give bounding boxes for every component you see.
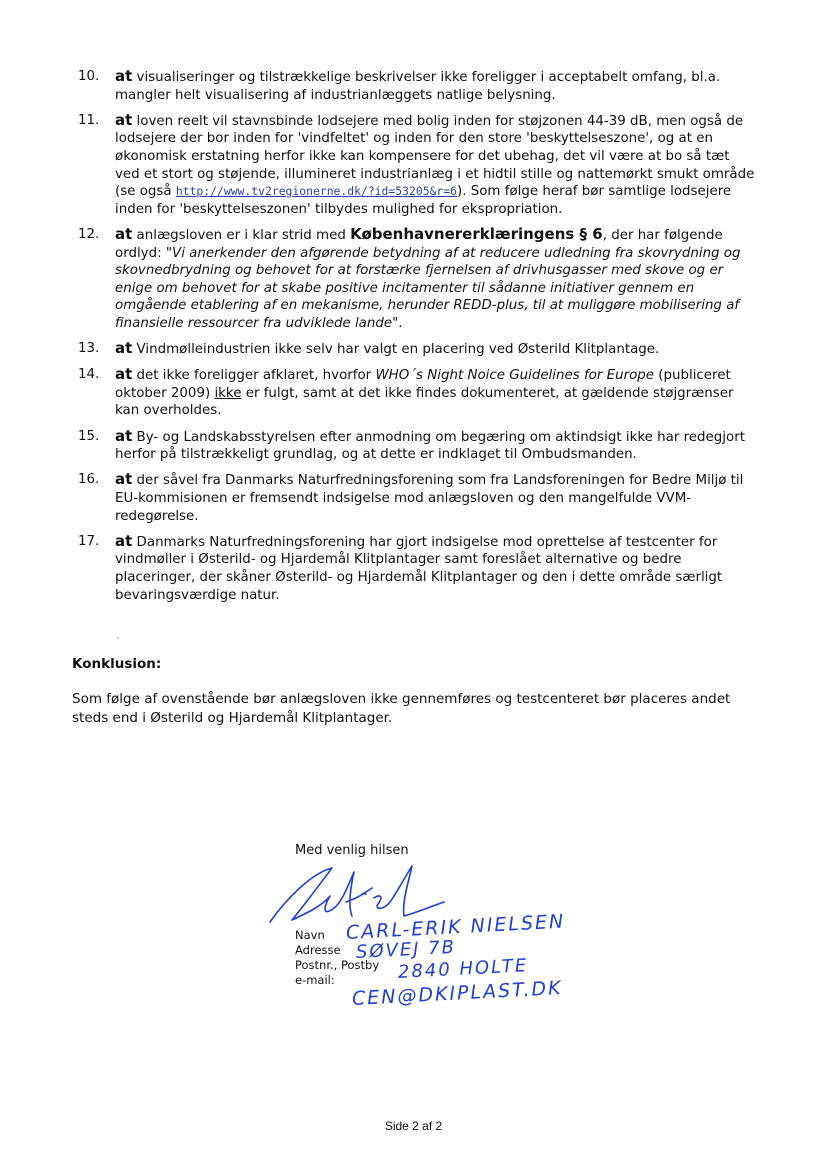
underlined-word: ikke	[214, 385, 242, 401]
item-text-end: er fulgt, samt at det ikke findes dokumenteret, at gældende støjgrænser kan overholdes.	[115, 385, 734, 419]
list-item	[78, 340, 758, 359]
list-item	[78, 533, 758, 604]
email-label: e-mail:	[295, 973, 335, 987]
list-item	[78, 471, 758, 525]
item-text-end: .	[398, 315, 403, 331]
declaration-quote: "Vi anerkender den afgørende betydning af at reducere udledning fra skovrydning og skovnedbrydning og behovet for at forstærke fjernelsen af drivhusgasser med skove og er enige om behovet for at skabe positive incitamenter til sådanne initiativer gennem en omgående etablering af en mekanisme, herunder REDD-plus, til at muliggøre mobilisering af finansielle ressourcer fra udviklede lande"	[115, 245, 741, 331]
item-keyword: at	[115, 470, 133, 489]
item-keyword: at	[115, 224, 133, 243]
item-text: anlægsloven er i klar strid med	[132, 227, 351, 243]
item-keyword: at	[115, 426, 133, 445]
item-keyword: at	[115, 365, 133, 384]
item-number: 10.	[78, 69, 100, 84]
list-item	[78, 366, 758, 420]
item-text: visualiseringer og tilstrækkelige beskrivelser ikke foreligger i acceptabelt omfang, bl.a. mangler helt visualisering af industrianlæggets natlige belysning.	[115, 70, 721, 103]
item-number: 15.	[78, 428, 100, 444]
item-text-cont: (publiceret oktober 2009)	[115, 368, 731, 401]
item-text: By- og Landskabsstyrelsen efter anmodning om begæring om aktindsigt ikke har redegjort herfor på tilstrækkeligt grundlag, og at dette er indklaget til Ombudsmanden.	[115, 429, 745, 463]
list-item	[78, 68, 758, 104]
item-keyword: at	[115, 67, 133, 85]
list-item	[78, 226, 758, 333]
handwritten-address: SØVEJ 7B	[355, 936, 457, 963]
closing-greeting: Med venlig hilsen	[295, 843, 409, 858]
list-item	[78, 112, 758, 219]
address-label: Adresse	[295, 943, 341, 957]
name-label: Navn	[295, 928, 325, 942]
item-text: Danmarks Naturfredningsforening har gjort indsigelse mod oprettelse af testcenter for vindmøller i Østerild- og Hjardemål Klitplantager samt foreslået alternative og bedre placeringer, der skåner Østerild- og Hjardemål Klitplantager og den i dette område særligt bevaringsværdige natur.	[115, 534, 723, 603]
list-item	[78, 428, 758, 464]
item-text: det ikke foreligger afklaret, hvorfor	[132, 368, 376, 384]
item-text-cont: , der har følgende ordlyd:	[115, 227, 723, 261]
item-number: 11.	[78, 112, 100, 128]
postal-label: Postnr., Postby	[295, 958, 380, 972]
declaration-name: Københavnererklæringens § 6	[350, 224, 603, 243]
item-keyword: at	[115, 110, 133, 129]
item-text: loven reelt vil stavnsbinde lodsejere med bolig inden for støjzonen 44-39 dB, men også de lodsejere der bor inden for 'vindfeltet' og inden for den store 'beskyttelseszone', og at en økonomisk erstatning herfor ikke kan kompensere for det ubehag, det vil være at bo så tæt ved et stort og støjende, illumineret industrianlæg i et hidtil stille og nattemørkt smukt område (se også	[115, 113, 755, 200]
handwritten-postal: 2840 HOLTE	[397, 955, 529, 983]
tv2-link[interactable]: http://www.tv2regionerne.dk/?id=53205&r=6	[175, 184, 457, 199]
objection-list	[78, 68, 758, 612]
item-text-cont: ). Som følge heraf bør samtlige lodsejere inden for 'beskyttelseszonen' tilbydes mulighed for ekspropriation.	[115, 184, 732, 217]
item-text: der såvel fra Danmarks Naturfredningsforening som fra Landsforeningen for Bedre Miljø til EU-kommisionen er fremsendt indsigelse mod anlægsloven og den mangelfulde VVM-redegørelse.	[115, 473, 744, 524]
item-number: 14.	[78, 367, 100, 383]
who-guidelines-title: WHO´s Night Noice Guidelines for Europe	[375, 368, 655, 384]
page-footer: Side 2 af 2	[384, 1119, 443, 1133]
item-number: 12.	[78, 226, 100, 242]
item-text: Vindmølleindustrien ikke selv har valgt en placering ved Østerild Klitplantage.	[132, 342, 660, 358]
handwritten-name: CARL-ERIK NIELSEN	[345, 910, 566, 944]
item-number: 16.	[78, 472, 100, 488]
item-number: 13.	[78, 341, 100, 357]
handwritten-email: CEN@DKIPLAST.DK	[351, 976, 564, 1010]
item-number: 17.	[78, 533, 100, 549]
conclusion-heading: Konklusion:	[72, 656, 162, 672]
item-keyword: at	[115, 531, 133, 550]
conclusion-text: Som følge af ovenstående bør anlægsloven ikke gennemføres og testcenteret bør placeres andet steds end i Østerild og Hjardemål Klitplantager.	[72, 691, 731, 726]
item-keyword: at	[115, 339, 133, 358]
stray-dot	[117, 637, 119, 639]
